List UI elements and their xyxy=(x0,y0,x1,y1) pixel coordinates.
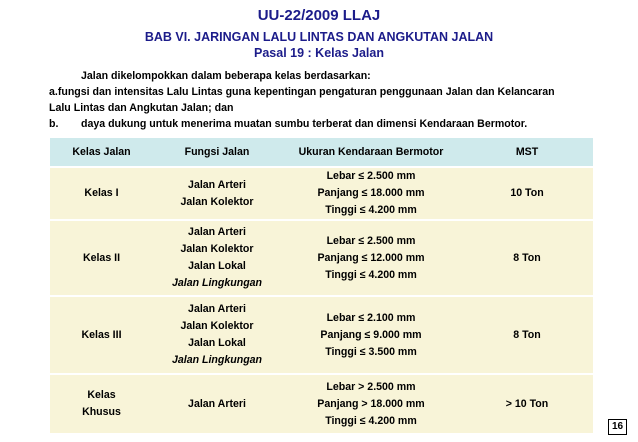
mst-cell: 8 Ton xyxy=(461,220,593,296)
mst-cell: > 10 Ton xyxy=(461,374,593,434)
intro-point-b xyxy=(49,116,609,132)
fungsi-item: Jalan Lokal xyxy=(188,337,246,349)
table-row xyxy=(50,220,593,296)
fungsi-item: Jalan Kolektor xyxy=(180,320,254,332)
document-title: UU-22/2009 LLAJ xyxy=(257,7,381,24)
ukuran-panjang: Panjang ≤ 12.000 mm xyxy=(317,251,425,264)
kelas-cell xyxy=(50,374,153,434)
fungsi-item: Jalan Arteri xyxy=(188,226,246,238)
ukuran-lebar: Lebar > 2.500 mm xyxy=(326,380,416,393)
intro-lead: Jalan dikelompokkan dalam beberapa kelas berdasarkan: xyxy=(81,70,371,82)
table-row xyxy=(50,296,593,374)
fungsi-item: Jalan Arteri xyxy=(188,397,246,410)
ukuran-tinggi: Tinggi ≤ 4.200 mm xyxy=(325,414,417,427)
ukuran-cell xyxy=(281,167,461,220)
kelas-cell xyxy=(50,220,153,296)
fungsi-item: Jalan Arteri xyxy=(188,178,246,191)
mst-cell: 8 Ton xyxy=(461,296,593,374)
ukuran-cell xyxy=(281,296,461,374)
table-header-row xyxy=(50,138,593,167)
fungsi-item-italic: Jalan Lingkungan xyxy=(171,354,263,366)
ukuran-tinggi: Tinggi ≤ 3.500 mm xyxy=(325,345,417,358)
kelas-cell xyxy=(50,296,153,374)
ukuran-tinggi: Tinggi ≤ 4.200 mm xyxy=(325,268,417,281)
ukuran-panjang: Panjang ≤ 18.000 mm xyxy=(317,187,425,199)
ukuran-lebar: Lebar ≤ 2.100 mm xyxy=(326,311,416,324)
point-b-marker: b. xyxy=(49,118,59,130)
fungsi-item: Jalan Kolektor xyxy=(180,195,254,208)
ukuran-panjang: Panjang ≤ 9.000 mm xyxy=(320,328,422,341)
fungsi-item-italic: Jalan Lingkungan xyxy=(171,277,263,289)
ukuran-lebar: Lebar ≤ 2.500 mm xyxy=(326,170,416,182)
fungsi-cell xyxy=(153,296,281,374)
ukuran-cell xyxy=(281,374,461,434)
kelas-label: Kelas I xyxy=(84,187,119,199)
road-class-table xyxy=(50,138,593,435)
point-b-text: daya dukung untuk menerima muatan sumbu terberat dan dimensi Kendaraan Bermotor. xyxy=(81,118,528,130)
header-ukuran-kendaraan: Ukuran Kendaraan Bermotor xyxy=(281,138,461,167)
fungsi-item: Jalan Kolektor xyxy=(180,243,254,255)
ukuran-lebar: Lebar ≤ 2.500 mm xyxy=(326,234,416,247)
article-heading: Pasal 19 : Kelas Jalan xyxy=(254,46,384,60)
ukuran-panjang: Panjang > 18.000 mm xyxy=(317,397,425,410)
kelas-label: Kelas II xyxy=(82,251,121,264)
fungsi-item: Jalan Arteri xyxy=(188,303,246,315)
fungsi-cell xyxy=(153,167,281,220)
header-kelas-jalan: Kelas Jalan xyxy=(50,138,153,167)
header-mst: MST xyxy=(461,138,593,167)
kelas-cell xyxy=(50,167,153,220)
fungsi-item: Jalan Lokal xyxy=(188,260,246,272)
kelas-label: Kelas xyxy=(87,389,116,401)
table-row xyxy=(50,374,593,434)
page-number: 16 xyxy=(608,419,627,435)
ukuran-tinggi: Tinggi ≤ 4.200 mm xyxy=(325,204,417,216)
mst-cell: 10 Ton xyxy=(461,167,593,220)
fungsi-cell xyxy=(153,220,281,296)
chapter-heading: BAB VI. JARINGAN LALU LINTAS DAN ANGKUTAN JALAN xyxy=(144,30,494,44)
header-fungsi-jalan: Fungsi Jalan xyxy=(153,138,281,167)
intro-point-a-line2: Lalu Lintas dan Angkutan Jalan; dan xyxy=(49,102,234,114)
ukuran-cell xyxy=(281,220,461,296)
table-row xyxy=(50,167,593,220)
fungsi-cell xyxy=(153,374,281,434)
intro-point-a-line1: a.fungsi dan intensitas Lalu Lintas guna kepentingan pengaturan penggunaan Jalan dan Kelancaran xyxy=(49,86,555,98)
kelas-label: Kelas III xyxy=(81,328,122,341)
kelas-label: Khusus xyxy=(82,406,121,418)
